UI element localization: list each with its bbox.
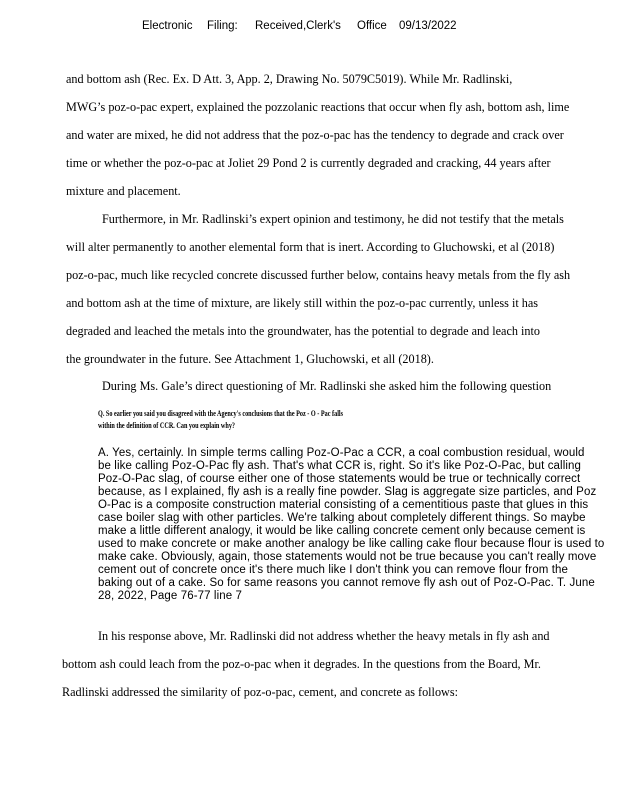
filing-stamp-header [0,20,618,38]
question-line: within the definition of CCR. Can you explain why? [98,420,236,430]
answer-line: be like calling Poz-O-Pac fly ash. That's what CCR is, right. So it's like Poz-O-Pac, but calling [98,460,582,472]
answer-line: 28, 2022, Page 76-77 line 7 [98,590,243,602]
header-office: Office [357,20,387,32]
answer-line: make a little different analogy, it would be like calling concrete cement only because cement is [98,525,586,537]
body-line: bottom ash could leach from the poz-o-pac when it degrades. In the questions from the Board, Mr. [62,657,541,671]
answer-line: make cake. Obviously, again, those statements would not be true because you can't really move [98,551,597,563]
body-line: the groundwater in the future. See Attachment 1, Gluchowski, et all (2018). [66,352,434,366]
body-line: will alter permanently to another elemental form that is inert. According to Gluchowski, et al (2018) [66,240,555,254]
answer-line: A. Yes, certainly. In simple terms calling Poz-O-Pac a CCR, a coal combustion residual, would [98,447,585,459]
answer-line: used to make concrete or make another analogy be like calling cake flour because flour is used to [98,538,605,550]
body-line: MWG’s poz-o-pac expert, explained the pozzolanic reactions that occur when fly ash, bottom ash, lime [66,100,570,114]
body-line: time or whether the poz-o-pac at Joliet 29 Pond 2 is currently degraded and cracking, 44 years after [66,156,551,170]
header-date: 09/13/2022 [399,20,457,32]
body-line: In his response above, Mr. Radlinski did not address whether the heavy metals in fly ash and [98,629,550,643]
body-line: and water are mixed, he did not address that the poz-o-pac has the tendency to degrade and crack over [66,128,564,142]
header-filing: Filing: [207,20,238,32]
answer-line: O-Pac is a composite construction material consisting of a cementitious paste that glues in this [98,499,589,511]
body-line: Furthermore, in Mr. Radlinski’s expert opinion and testimony, he did not testify that the metals [102,212,564,226]
header-received: Received,Clerk's [255,20,341,32]
body-line: Radlinski addressed the similarity of poz-o-pac, cement, and concrete as follows: [62,685,458,699]
answer-line: because, as I explained, fly ash is a really fine powder. Slag is aggregate size particles, and Poz [98,486,597,498]
answer-line: cement out of concrete once it's there much like I don't think you can remove flour from the [98,564,568,576]
body-line: and bottom ash (Rec. Ex. D Att. 3, App. 2, Drawing No. 5079C5019). While Mr. Radlinski, [66,72,513,86]
answer-line: Poz-O-Pac slag, of course either one of those statements would be true or technically correct [98,473,581,485]
body-line: degraded and leached the metals into the groundwater, has the potential to degrade and leach into [66,324,540,338]
answer-line: baking out of a cake. So for same reasons you cannot remove fly ash out of Poz-O-Pac. T. June [98,577,595,589]
body-line: During Ms. Gale’s direct questioning of Mr. Radlinski she asked him the following question [102,379,552,393]
answer-line: case boiler slag with other particles. We're talking about completely different things. So maybe [98,512,586,524]
question-line: Q. So earlier you said you disagreed with the Agency's conclusions that the Poz - O - Pac falls [98,408,344,418]
header-electronic: Electronic [142,20,193,32]
body-line: and bottom ash at the time of mixture, are likely still within the poz-o-pac currently, unless it has [66,296,539,310]
body-line: mixture and placement. [66,184,181,198]
body-line: poz-o-pac, much like recycled concrete discussed further below, contains heavy metals from the fly ash [66,268,571,282]
